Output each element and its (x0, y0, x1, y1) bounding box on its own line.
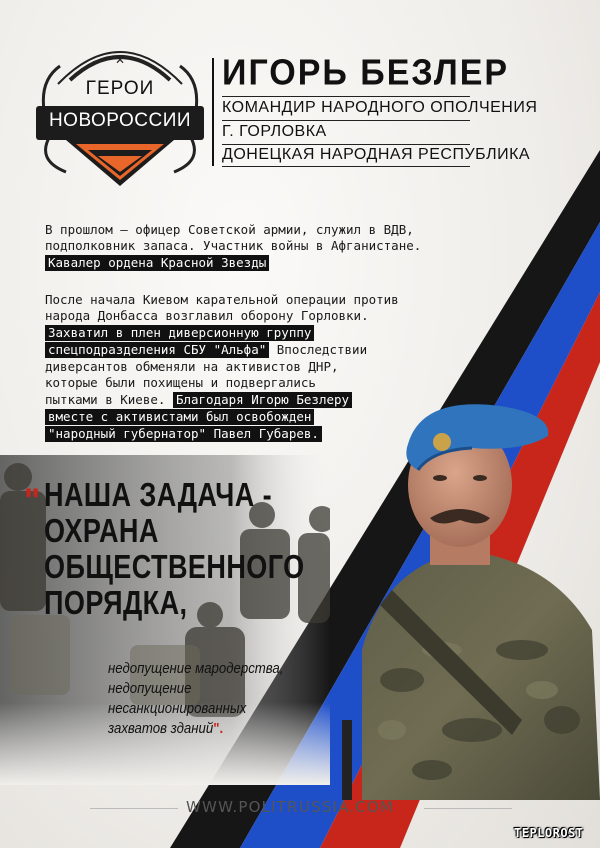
quote-line-3: ОБЩЕСТВЕННОГО (44, 548, 305, 585)
quote-close-mark: ". (213, 720, 224, 737)
bio-p2-highlight-1 (45, 325, 314, 341)
header-rule-3 (222, 144, 470, 145)
site-url: WWW.POLITRUSSIA.COM (186, 798, 394, 816)
highlight-capture: Захватил в плен диверсионную группу (45, 325, 314, 341)
header-republic: ДОНЕЦКАЯ НАРОДНАЯ РЕСПУБЛИКА (222, 146, 531, 163)
quote-line-4: ПОРЯДКА, (44, 584, 188, 621)
bio-p2-line-4: диверсантов обменяли на активистов ДНР, (45, 359, 339, 374)
footer-rule-left (90, 808, 178, 809)
emblem-ribbon-label: НОВОРОССИИ (48, 110, 192, 131)
footer-rule-right (424, 808, 512, 809)
quote-small-line-3: несанкционированных (108, 700, 247, 717)
commander-name: ИГОРЬ БЕЗЛЕР (222, 53, 510, 93)
quote-small-text: захватов зданий (108, 720, 214, 737)
header-city: Г. ГОРЛОВКА (222, 123, 327, 140)
bio-p2-line-5: которые были похищены и подвергались (45, 375, 316, 390)
bio-p2-line-6 (45, 392, 352, 408)
commander-portrait (322, 400, 600, 800)
quote-small-line-4 (108, 720, 223, 737)
quote-line-1: НАША ЗАДАЧА - (44, 476, 273, 513)
svg-text:✕: ✕ (114, 53, 126, 67)
bio-p2-line-3 (45, 342, 367, 358)
bio-p2-line-7 (45, 409, 314, 425)
emblem-heroes-label: ГЕРОИ (85, 78, 155, 99)
bio-p1-line-2: подполковник запаса. Участник войны в Афганистане. (45, 238, 422, 253)
quote-line-2: ОХРАНА (44, 512, 159, 549)
highlight-thanks: Благодаря Игорю Безлеру (173, 392, 352, 408)
highlight-order: Кавалер ордена Красной Звезды (45, 255, 269, 271)
quote-open-mark: " (24, 482, 41, 520)
watermark: TEPLOROST (514, 826, 584, 840)
header-rule-4 (222, 166, 470, 167)
bio-p1-highlight (45, 255, 269, 271)
header-position: КОМАНДИР НАРОДНОГО ОПОЛЧЕНИЯ (222, 99, 538, 116)
bio-p2-line-8 (45, 426, 322, 442)
header-rule-2 (222, 120, 470, 121)
highlight-alpha: спецподразделения СБУ "Альфа" (45, 342, 269, 358)
bio-p2-pre: пытками в Киеве. (45, 392, 166, 407)
bio-p1-line-1: В прошлом – офицер Советской армии, служил в ВДВ, (45, 222, 414, 237)
highlight-governor: "народный губернатор" Павел Губарев. (45, 426, 322, 442)
header-rule-1 (222, 96, 470, 97)
quote-small-line-2: недопущение (108, 680, 192, 697)
heroes-emblem (36, 40, 204, 190)
bio-p2-line-1: После начала Киевом карательной операции против (45, 292, 399, 307)
quote-small-line-1: недопущение мародерства, (108, 660, 284, 677)
bio-p2-after: Впоследствии (276, 342, 368, 357)
header-divider (212, 58, 214, 166)
highlight-released: вместе с активистами был освобожден (45, 409, 314, 425)
bio-p2-line-2: народа Донбасса возглавил оборону Горловки. (45, 308, 369, 323)
